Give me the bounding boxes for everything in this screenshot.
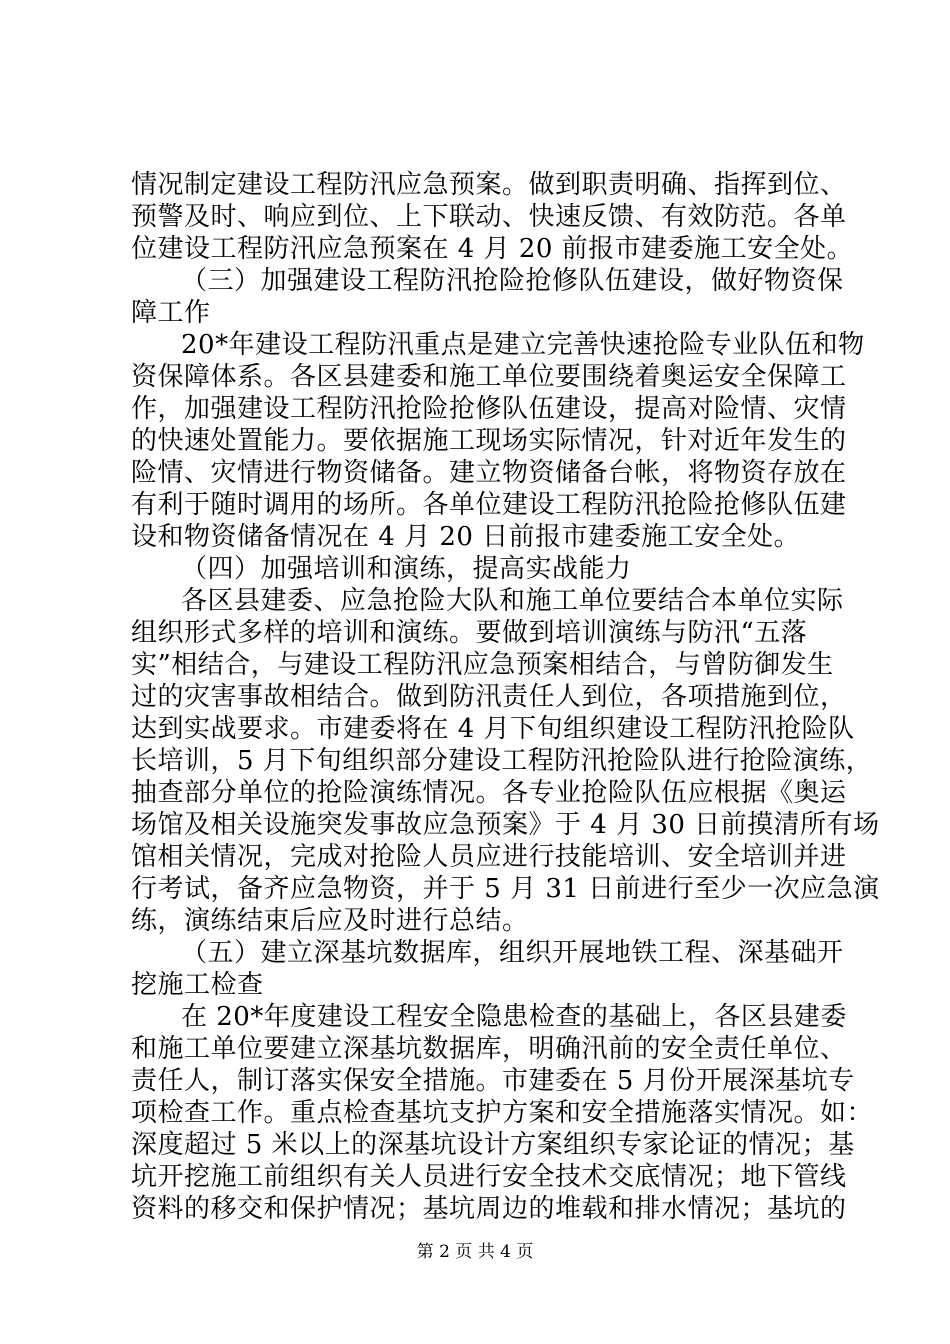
page-number-footer: 第 2 页 共 4 页	[416, 1242, 534, 1262]
text-line: 长培训，5 月下旬组织部分建设工程防汛抢险队进行抢险演练，	[131, 746, 873, 776]
text-line: 的快速处置能力。要依据施工现场实际情况，针对近年发生的	[131, 426, 847, 456]
text-line: 练，演练结束后应及时进行总结。	[131, 906, 529, 936]
text-line: 险情、灾情进行物资储备。建立物资储备台帐，将物资存放在	[131, 458, 847, 488]
text-line: 坑开挖施工前组织有关人员进行安全技术交底情况；地下管线	[131, 1162, 847, 1192]
text-line: 在 20*年度建设工程安全隐患检查的基础上，各区县建委	[181, 1002, 847, 1032]
text-line: 位建设工程防汛应急预案在 4 月 20 前报市建委施工安全处。	[131, 234, 854, 264]
text-line: 作，加强建设工程防汛抢险抢修队伍建设，提高对险情、灾情	[131, 394, 847, 424]
text-line: 责任人，制订落实保安全措施。市建委在 5 月份开展深基坑专	[131, 1066, 855, 1096]
text-line: 实”相结合，与建设工程防汛应急预案相结合，与曾防御发生	[131, 650, 834, 680]
text-line: 有利于随时调用的场所。各单位建设工程防汛抢险抢修队伍建	[131, 490, 847, 520]
section-heading-continued: 障工作	[131, 298, 211, 328]
section-heading: （五）建立深基坑数据库，组织开展地铁工程、深基础开	[181, 938, 844, 968]
text-line: 深度超过 5 米以上的深基坑设计方案组织专家论证的情况；基	[131, 1130, 855, 1160]
text-line: 项检查工作。重点检查基坑支护方案和安全措施落实情况。如：	[131, 1098, 874, 1128]
text-line: 资保障体系。各区县建委和施工单位要围绕着奥运安全保障工	[131, 362, 847, 392]
text-line: 馆相关情况，完成对抢险人员应进行技能培训、安全培训并进	[131, 842, 847, 872]
text-line: 过的灾害事故相结合。做到防汛责任人到位，各项措施到位，	[131, 682, 847, 712]
text-line: 达到实战要求。市建委将在 4 月下旬组织建设工程防汛抢险队	[131, 714, 855, 744]
text-line: 和施工单位要建立深基坑数据库，明确汛前的安全责任单位、	[131, 1034, 847, 1064]
text-line: 预警及时、响应到位、上下联动、快速反馈、有效防范。各单	[131, 202, 847, 232]
text-line: 场馆及相关设施突发事故应急预案》于 4 月 30 日前摸清所有场	[131, 810, 880, 840]
text-line: 行考试，备齐应急物资，并于 5 月 31 日前进行至少一次应急演	[131, 874, 880, 904]
text-line: 各区县建委、应急抢险大队和施工单位要结合本单位实际	[181, 586, 844, 616]
text-line: 设和物资储备情况在 4 月 20 日前报市建委施工安全处。	[131, 522, 801, 552]
text-line: 情况制定建设工程防汛应急预案。做到职责明确、指挥到位、	[131, 170, 847, 200]
section-heading-continued: 挖施工检查	[131, 970, 264, 1000]
text-line: 资料的移交和保护情况；基坑周边的堆载和排水情况；基坑的	[131, 1194, 847, 1224]
section-heading: （三）加强建设工程防汛抢险抢修队伍建设，做好物资保	[181, 266, 844, 296]
text-line: 组织形式多样的培训和演练。要做到培训演练与防汛“五落	[131, 618, 808, 648]
section-heading: （四）加强培训和演练，提高实战能力	[181, 554, 632, 584]
text-line: 抽查部分单位的抢险演练情况。各专业抢险队伍应根据《奥运	[131, 778, 847, 808]
text-line: 20*年建设工程防汛重点是建立完善快速抢险专业队伍和物	[181, 330, 865, 360]
